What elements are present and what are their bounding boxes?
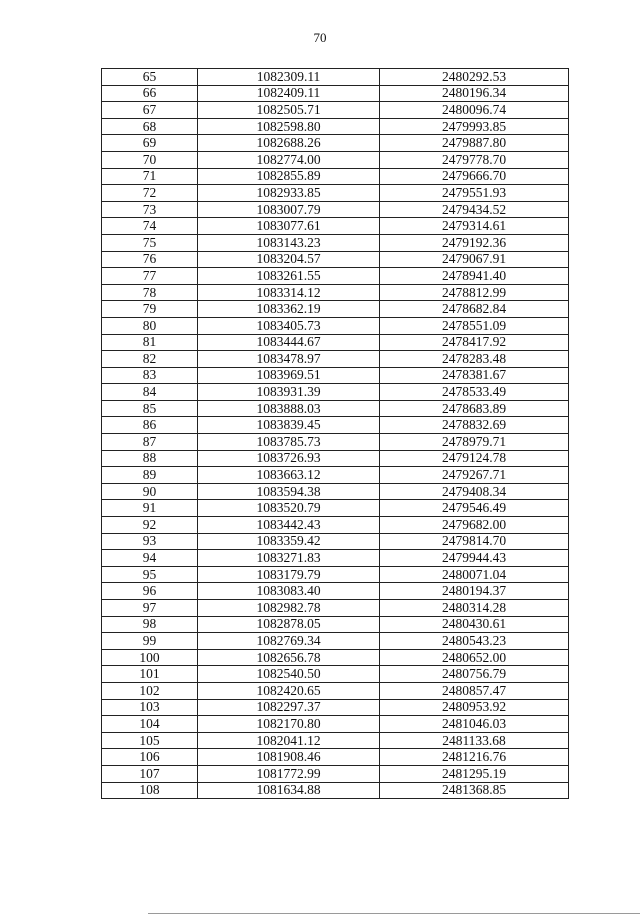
x-coordinate-cell: 1082855.89 (198, 168, 380, 185)
point-number-cell: 85 (102, 400, 198, 417)
y-coordinate-cell: 2480652.00 (380, 649, 569, 666)
x-coordinate-cell: 1083271.83 (198, 550, 380, 567)
y-coordinate-cell: 2479434.52 (380, 201, 569, 218)
point-number-cell: 81 (102, 334, 198, 351)
x-coordinate-cell: 1082933.85 (198, 185, 380, 202)
point-number-cell: 73 (102, 201, 198, 218)
y-coordinate-cell: 2479546.49 (380, 500, 569, 517)
y-coordinate-cell: 2479124.78 (380, 450, 569, 467)
table-row (102, 749, 569, 766)
point-number-cell: 96 (102, 583, 198, 600)
x-coordinate-cell: 1082041.12 (198, 732, 380, 749)
table-row (102, 102, 569, 119)
x-coordinate-cell: 1082409.11 (198, 85, 380, 102)
x-coordinate-cell: 1083839.45 (198, 417, 380, 434)
x-coordinate-cell: 1082297.37 (198, 699, 380, 716)
table-row (102, 782, 569, 799)
point-number-cell: 72 (102, 185, 198, 202)
x-coordinate-cell: 1083007.79 (198, 201, 380, 218)
point-number-cell: 68 (102, 118, 198, 135)
point-number-cell: 108 (102, 782, 198, 799)
point-number-cell: 69 (102, 135, 198, 152)
point-number-cell: 89 (102, 467, 198, 484)
y-coordinate-cell: 2479993.85 (380, 118, 569, 135)
x-coordinate-cell: 1082774.00 (198, 151, 380, 168)
y-coordinate-cell: 2479551.93 (380, 185, 569, 202)
table-row (102, 600, 569, 617)
point-number-cell: 107 (102, 765, 198, 782)
table-row (102, 533, 569, 550)
table-row (102, 616, 569, 633)
table-row (102, 716, 569, 733)
point-number-cell: 65 (102, 69, 198, 86)
table-row (102, 135, 569, 152)
y-coordinate-cell: 2481368.85 (380, 782, 569, 799)
y-coordinate-cell: 2479666.70 (380, 168, 569, 185)
y-coordinate-cell: 2480071.04 (380, 566, 569, 583)
x-coordinate-cell: 1083204.57 (198, 251, 380, 268)
x-coordinate-cell: 1082878.05 (198, 616, 380, 633)
bottom-rule (148, 913, 640, 914)
x-coordinate-cell: 1083083.40 (198, 583, 380, 600)
point-number-cell: 76 (102, 251, 198, 268)
point-number-cell: 102 (102, 682, 198, 699)
x-coordinate-cell: 1083969.51 (198, 367, 380, 384)
table-row (102, 550, 569, 567)
point-number-cell: 88 (102, 450, 198, 467)
x-coordinate-cell: 1083726.93 (198, 450, 380, 467)
x-coordinate-cell: 1083888.03 (198, 400, 380, 417)
table-row (102, 517, 569, 534)
y-coordinate-cell: 2479814.70 (380, 533, 569, 550)
y-coordinate-cell: 2479192.36 (380, 234, 569, 251)
table-row (102, 284, 569, 301)
y-coordinate-cell: 2478941.40 (380, 268, 569, 285)
x-coordinate-cell: 1082982.78 (198, 600, 380, 617)
y-coordinate-cell: 2481216.76 (380, 749, 569, 766)
table-row (102, 765, 569, 782)
x-coordinate-cell: 1083261.55 (198, 268, 380, 285)
x-coordinate-cell: 1083444.67 (198, 334, 380, 351)
y-coordinate-cell: 2478551.09 (380, 317, 569, 334)
x-coordinate-cell: 1082420.65 (198, 682, 380, 699)
x-coordinate-cell: 1083179.79 (198, 566, 380, 583)
point-number-cell: 93 (102, 533, 198, 550)
y-coordinate-cell: 2479314.61 (380, 218, 569, 235)
y-coordinate-cell: 2479408.34 (380, 483, 569, 500)
y-coordinate-cell: 2478832.69 (380, 417, 569, 434)
point-number-cell: 100 (102, 649, 198, 666)
point-number-cell: 66 (102, 85, 198, 102)
x-coordinate-cell: 1083405.73 (198, 317, 380, 334)
table-row (102, 351, 569, 368)
y-coordinate-cell: 2478682.84 (380, 301, 569, 318)
table-row (102, 699, 569, 716)
point-number-cell: 105 (102, 732, 198, 749)
table-row (102, 85, 569, 102)
x-coordinate-cell: 1083359.42 (198, 533, 380, 550)
point-number-cell: 78 (102, 284, 198, 301)
point-number-cell: 92 (102, 517, 198, 534)
point-number-cell: 91 (102, 500, 198, 517)
x-coordinate-cell: 1081634.88 (198, 782, 380, 799)
page-number: 70 (313, 30, 327, 45)
coordinate-table-body (102, 69, 569, 799)
x-coordinate-cell: 1082656.78 (198, 649, 380, 666)
x-coordinate-cell: 1081772.99 (198, 765, 380, 782)
x-coordinate-cell: 1083931.39 (198, 384, 380, 401)
x-coordinate-cell: 1082170.80 (198, 716, 380, 733)
table-row (102, 566, 569, 583)
point-number-cell: 101 (102, 666, 198, 683)
table-row (102, 682, 569, 699)
x-coordinate-cell: 1083077.61 (198, 218, 380, 235)
table-row (102, 384, 569, 401)
point-number-cell: 80 (102, 317, 198, 334)
point-number-cell: 82 (102, 351, 198, 368)
y-coordinate-cell: 2481295.19 (380, 765, 569, 782)
table-row (102, 118, 569, 135)
y-coordinate-cell: 2481133.68 (380, 732, 569, 749)
y-coordinate-cell: 2480857.47 (380, 682, 569, 699)
table-row (102, 185, 569, 202)
y-coordinate-cell: 2480543.23 (380, 633, 569, 650)
y-coordinate-cell: 2478812.99 (380, 284, 569, 301)
point-number-cell: 84 (102, 384, 198, 401)
point-number-cell: 106 (102, 749, 198, 766)
table-row (102, 633, 569, 650)
table-row (102, 251, 569, 268)
x-coordinate-cell: 1083663.12 (198, 467, 380, 484)
x-coordinate-cell: 1083143.23 (198, 234, 380, 251)
point-number-cell: 103 (102, 699, 198, 716)
point-number-cell: 71 (102, 168, 198, 185)
point-number-cell: 104 (102, 716, 198, 733)
y-coordinate-cell: 2478283.48 (380, 351, 569, 368)
y-coordinate-cell: 2478683.89 (380, 400, 569, 417)
table-row (102, 434, 569, 451)
table-row (102, 234, 569, 251)
table-row (102, 268, 569, 285)
point-number-cell: 67 (102, 102, 198, 119)
table-row (102, 151, 569, 168)
y-coordinate-cell: 2480314.28 (380, 600, 569, 617)
point-number-cell: 98 (102, 616, 198, 633)
x-coordinate-cell: 1082309.11 (198, 69, 380, 86)
y-coordinate-cell: 2479682.00 (380, 517, 569, 534)
point-number-cell: 95 (102, 566, 198, 583)
y-coordinate-cell: 2480096.74 (380, 102, 569, 119)
table-row (102, 450, 569, 467)
y-coordinate-cell: 2480756.79 (380, 666, 569, 683)
point-number-cell: 74 (102, 218, 198, 235)
point-number-cell: 87 (102, 434, 198, 451)
x-coordinate-cell: 1082688.26 (198, 135, 380, 152)
table-row (102, 467, 569, 484)
point-number-cell: 90 (102, 483, 198, 500)
point-number-cell: 75 (102, 234, 198, 251)
table-row (102, 417, 569, 434)
x-coordinate-cell: 1082505.71 (198, 102, 380, 119)
table-row (102, 666, 569, 683)
point-number-cell: 94 (102, 550, 198, 567)
x-coordinate-cell: 1081908.46 (198, 749, 380, 766)
y-coordinate-cell: 2479887.80 (380, 135, 569, 152)
y-coordinate-cell: 2479067.91 (380, 251, 569, 268)
x-coordinate-cell: 1083442.43 (198, 517, 380, 534)
y-coordinate-cell: 2478533.49 (380, 384, 569, 401)
y-coordinate-cell: 2480194.37 (380, 583, 569, 600)
table-row (102, 649, 569, 666)
coordinate-table (101, 68, 569, 799)
point-number-cell: 79 (102, 301, 198, 318)
y-coordinate-cell: 2479267.71 (380, 467, 569, 484)
y-coordinate-cell: 2480196.34 (380, 85, 569, 102)
table-row (102, 201, 569, 218)
y-coordinate-cell: 2479944.43 (380, 550, 569, 567)
y-coordinate-cell: 2478417.92 (380, 334, 569, 351)
x-coordinate-cell: 1082540.50 (198, 666, 380, 683)
table-row (102, 583, 569, 600)
table-row (102, 732, 569, 749)
table-row (102, 218, 569, 235)
table-row (102, 500, 569, 517)
y-coordinate-cell: 2478979.71 (380, 434, 569, 451)
table-row (102, 317, 569, 334)
point-number-cell: 99 (102, 633, 198, 650)
x-coordinate-cell: 1082598.80 (198, 118, 380, 135)
table-row (102, 301, 569, 318)
y-coordinate-cell: 2480292.53 (380, 69, 569, 86)
x-coordinate-cell: 1083520.79 (198, 500, 380, 517)
point-number-cell: 70 (102, 151, 198, 168)
x-coordinate-cell: 1083314.12 (198, 284, 380, 301)
table-row (102, 367, 569, 384)
point-number-cell: 77 (102, 268, 198, 285)
y-coordinate-cell: 2481046.03 (380, 716, 569, 733)
x-coordinate-cell: 1083478.97 (198, 351, 380, 368)
y-coordinate-cell: 2480430.61 (380, 616, 569, 633)
y-coordinate-cell: 2480953.92 (380, 699, 569, 716)
x-coordinate-cell: 1083785.73 (198, 434, 380, 451)
x-coordinate-cell: 1082769.34 (198, 633, 380, 650)
table-row (102, 334, 569, 351)
point-number-cell: 97 (102, 600, 198, 617)
table-row (102, 400, 569, 417)
y-coordinate-cell: 2478381.67 (380, 367, 569, 384)
point-number-cell: 86 (102, 417, 198, 434)
table-row (102, 69, 569, 86)
table-row (102, 168, 569, 185)
point-number-cell: 83 (102, 367, 198, 384)
x-coordinate-cell: 1083594.38 (198, 483, 380, 500)
y-coordinate-cell: 2479778.70 (380, 151, 569, 168)
x-coordinate-cell: 1083362.19 (198, 301, 380, 318)
table-row (102, 483, 569, 500)
